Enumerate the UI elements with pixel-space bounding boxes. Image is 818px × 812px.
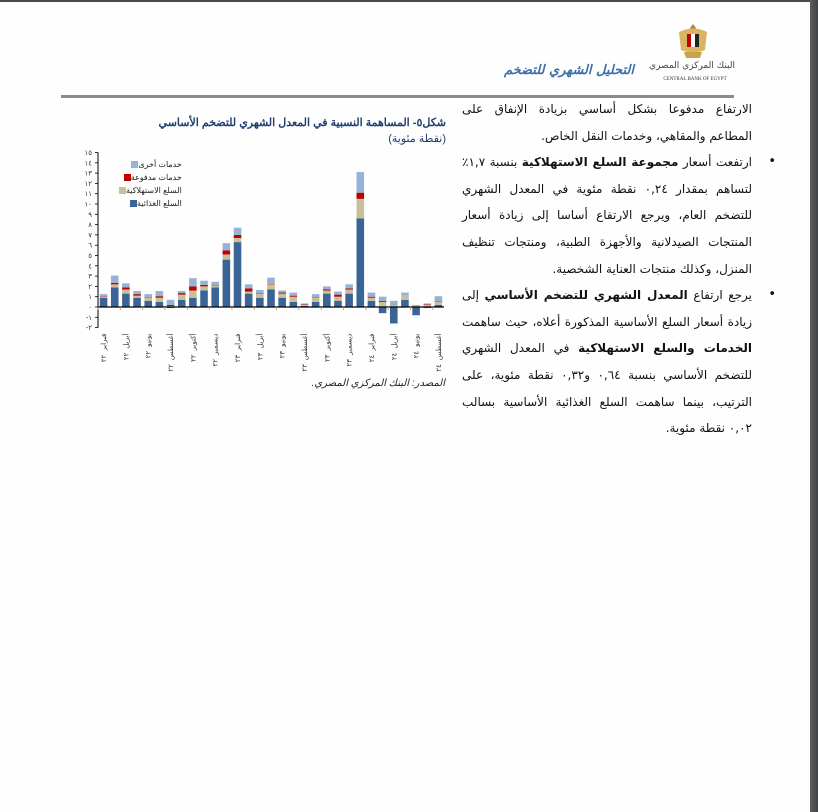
bar-segment: [301, 305, 309, 306]
x-tick-label-month: أكتوبر: [189, 333, 198, 351]
bar-segment: [144, 298, 152, 301]
y-tick-label: ١: [88, 293, 92, 302]
bar-segment: [278, 298, 286, 307]
bar-segment: [290, 302, 298, 307]
bar-segment: [345, 294, 353, 307]
bar-segment: [368, 301, 376, 307]
bar-segment: [100, 296, 108, 297]
bar-segment: [401, 296, 409, 300]
text-span: ارتفعت أسعار: [678, 155, 752, 170]
bar-segment: [356, 218, 364, 307]
bar-segment: [256, 298, 264, 307]
figure-unit: (نقطة مئوية): [388, 133, 446, 145]
bar-segment: [133, 294, 141, 296]
bar-segment: [345, 284, 353, 288]
bar-segment: [356, 172, 364, 193]
bar-segment: [312, 294, 320, 297]
bar-segment: [178, 295, 186, 300]
bar-segment: [390, 301, 398, 306]
bar-segment: [234, 238, 242, 242]
bullet-core-inflation: [462, 282, 752, 442]
report-title: التحليل الشهري للتضخم: [503, 63, 634, 78]
x-tick-label-month: فبراير: [367, 333, 376, 351]
bar-segment: [178, 291, 186, 293]
bar-segment: [111, 287, 119, 307]
bar-segment: [256, 294, 264, 298]
bar-segment: [245, 292, 253, 294]
bar-segment: [200, 285, 208, 287]
bar-segment: [223, 260, 231, 307]
bar-segment: [245, 284, 253, 288]
x-tick-label-month: ديسمبر: [211, 333, 220, 355]
bar-segment: [267, 284, 275, 285]
y-tick-label: ٣: [88, 272, 92, 281]
bar-segment: [256, 293, 264, 294]
legend-item-paid-services: [117, 171, 182, 184]
bar-segment: [122, 289, 130, 293]
x-tick-label-year: ٢٢: [189, 354, 198, 362]
legend-label: السلع الغذائية: [137, 198, 182, 208]
paragraph-continuation: الارتفاع مدفوعا بشكل أساسي بزيادة الإنفاق على المطاعم والمقاهي، وخدمات النقل الخاص.: [462, 102, 752, 143]
x-tick-label-year: ٢٢: [167, 364, 176, 372]
body-text: [462, 96, 752, 442]
bar-segment: [111, 276, 119, 283]
bar-segment: [267, 289, 275, 307]
y-tick-label: -١: [85, 313, 92, 322]
x-tick-label-month: يونيو: [278, 333, 287, 347]
x-tick-label-year: ٢٢: [144, 350, 153, 359]
legend-item-food: [117, 197, 182, 210]
y-tick-label: ٧: [88, 231, 92, 240]
bar-segment: [312, 297, 320, 298]
bar-segment: [435, 296, 443, 301]
legend-swatch: [119, 187, 126, 194]
bar-segment: [234, 228, 242, 235]
x-tick-label-year: ٢٣: [300, 364, 309, 372]
bar-segment: [223, 250, 231, 254]
bar-segment: [256, 290, 264, 293]
x-tick-label-year: ٢٣: [323, 354, 332, 362]
y-tick-label: ١٤: [84, 159, 92, 168]
x-tick-label-month: أغسطس: [434, 333, 443, 361]
bar-segment: [223, 254, 231, 259]
bar-segment: [323, 289, 331, 290]
bar-segment: [133, 291, 141, 294]
x-tick-label-month: فبراير: [100, 333, 109, 351]
y-tick-label: ٤: [88, 262, 92, 271]
x-tick-label-year: ٢٤: [412, 350, 421, 359]
bar-segment: [390, 307, 398, 323]
bar-segment: [189, 291, 197, 298]
x-tick-label-month: ديسمبر: [345, 333, 354, 355]
bar-segment: [100, 294, 108, 296]
bar-segment: [245, 294, 253, 307]
legend-label: خدمات مدفوعة: [130, 172, 182, 182]
bar-segment: [200, 291, 208, 307]
bar-segment: [435, 302, 443, 305]
bar-segment: [167, 300, 175, 305]
x-tick-label-year: ٢٣: [234, 354, 243, 363]
scrollbar-edge[interactable]: [810, 0, 818, 812]
bar-segment: [368, 297, 376, 298]
x-tick-label-year: ٢٤: [367, 354, 376, 363]
bar-segment: [323, 294, 331, 307]
x-tick-label-year: ٢٣: [278, 350, 287, 359]
bar-segment: [435, 301, 443, 302]
bold-span: المعدل الشهري للتضخم الأساسي: [484, 288, 688, 303]
bar-segment: [368, 298, 376, 301]
legend-swatch: [131, 161, 138, 168]
bar-segment: [211, 282, 219, 285]
logo-arabic-text: البنك المركزي المصري: [649, 61, 735, 71]
x-tick-label-month: أبريل: [122, 333, 131, 349]
x-tick-label-year: ٢٢: [122, 352, 131, 361]
bar-segment: [234, 235, 242, 238]
y-tick-label: ١٢: [84, 179, 92, 188]
bar-segment: [144, 297, 152, 298]
bar-segment: [423, 304, 431, 305]
chart-legend: [117, 158, 182, 210]
bar-segment: [401, 293, 409, 296]
y-tick-label: ١١: [84, 190, 92, 199]
bar-segment: [189, 298, 197, 307]
x-tick-label-month: أبريل: [390, 333, 399, 349]
bar-segment: [278, 293, 286, 294]
x-tick-label-year: ٢٢: [100, 354, 109, 363]
x-tick-label-year: ٢٢: [211, 358, 220, 367]
legend-swatch: [130, 200, 137, 207]
bar-segment: [200, 281, 208, 285]
bar-segment: [144, 301, 152, 307]
bar-segment: [133, 298, 141, 307]
text-span: بنسبة ١,٧٪ لتساهم بمقدار ٠,٢٤ نقطة مئوية في المعدل الشهري للتضخم العام، ويرجع الارتفاع أساسا إلى زيادة أسعار المنتجات الصيدلانية والأجهزة الطبية، ومنتجات تنظيف المنزل، وكذلك منتجات العناية الشخصية.: [462, 155, 753, 276]
y-tick-label: ٠: [88, 303, 92, 312]
bar-segment: [211, 287, 219, 307]
y-tick-label: ٦: [88, 241, 92, 250]
bar-segment: [100, 298, 108, 307]
x-tick-label-month: أغسطس: [300, 333, 309, 361]
bar-segment: [267, 284, 275, 289]
bar-segment: [234, 242, 242, 307]
y-tick-label: ٩: [88, 210, 92, 219]
bar-segment: [122, 283, 130, 287]
y-tick-label: ١٣: [84, 169, 92, 178]
bar-segment: [312, 302, 320, 307]
bar-segment: [189, 286, 197, 290]
text-span: يرجع ارتفاع: [687, 288, 753, 303]
bar-segment: [412, 305, 420, 306]
bar-segment: [211, 285, 219, 286]
x-tick-label-year: ٢٤: [390, 352, 399, 361]
bullet-consumer-goods: [462, 149, 752, 282]
bar-segment: [379, 301, 387, 302]
bar-segment: [412, 307, 420, 315]
window-top-border: [0, 0, 818, 2]
y-tick-label: -٢: [85, 324, 92, 333]
bar-segment: [111, 283, 119, 285]
bar-segment: [334, 297, 342, 301]
bar-segment: [312, 298, 320, 302]
bar-segment: [122, 287, 130, 289]
x-tick-label-year: ٢٤: [434, 364, 443, 372]
bar-segment: [290, 293, 298, 296]
x-tick-label-month: أكتوبر: [323, 333, 332, 351]
bar-segment: [334, 295, 342, 297]
bar-segment: [379, 302, 387, 307]
bar-segment: [189, 278, 197, 286]
x-tick-label-year: ٢٣: [345, 358, 354, 367]
bold-span: مجموعة السلع الاستهلاكية: [521, 155, 679, 170]
bar-segment: [144, 294, 152, 297]
legend-label: السلع الاستهلاكية: [126, 185, 182, 195]
bar-segment: [223, 243, 231, 250]
bar-segment: [122, 294, 130, 307]
bar-segment: [379, 297, 387, 301]
bar-segment: [178, 293, 186, 295]
bar-segment: [334, 292, 342, 295]
y-tick-label: ٥: [88, 252, 92, 260]
bar-segment: [323, 291, 331, 294]
y-tick-label: ١٥: [84, 149, 92, 157]
x-tick-label-month: يونيو: [412, 333, 421, 347]
cbe-eagle-logo-icon: [673, 22, 713, 60]
text-span: إلى زيادة أسعار السلع الأساسية المذكورة أعلاه، حيث ساهمت: [462, 288, 752, 329]
bar-segment: [356, 199, 364, 219]
x-tick-label-month: يونيو: [144, 333, 153, 347]
bar-segment: [345, 288, 353, 289]
bar-segment: [178, 300, 186, 307]
bar-segment: [290, 296, 298, 297]
bar-segment: [245, 288, 253, 291]
x-tick-label-month: أغسطس: [167, 333, 176, 361]
bar-segment: [267, 278, 275, 284]
legend-item-other-services: [117, 158, 182, 171]
bar-segment: [211, 285, 219, 287]
bar-segment: [200, 286, 208, 290]
y-tick-label: ٨: [88, 221, 92, 230]
figure-title: شكل٥- المساهمة النسبية في المعدل الشهري للتضخم الأساسي: [158, 117, 446, 129]
bar-segment: [100, 297, 108, 298]
bar-segment: [345, 289, 353, 293]
bar-segment: [278, 291, 286, 293]
bar-segment: [368, 293, 376, 297]
bar-segment: [301, 303, 309, 304]
bar-segment: [156, 296, 164, 298]
bar-segment: [356, 193, 364, 199]
x-tick-label-month: فبراير: [234, 333, 243, 351]
bar-segment: [423, 303, 431, 304]
y-tick-label: ٢: [88, 282, 92, 291]
bar-segment: [156, 302, 164, 307]
bar-segment: [278, 294, 286, 298]
bar-segment: [379, 307, 387, 313]
legend-swatch: [124, 174, 131, 181]
logo-english-text: CENTRAL BANK OF EGYPT: [663, 77, 727, 82]
bar-segment: [156, 298, 164, 302]
bar-segment: [401, 300, 409, 307]
bar-segment: [334, 301, 342, 307]
bold-span: الخدمات والسلع الاستهلاكية: [578, 341, 752, 356]
x-tick-label-year: ٢٣: [256, 352, 265, 361]
bar-segment: [156, 291, 164, 296]
legend-item-consumer-goods: [117, 184, 182, 197]
figure-source: المصدر: البنك المركزي المصري.: [311, 378, 445, 389]
bar-segment: [133, 296, 141, 298]
bar-segment: [167, 305, 175, 306]
x-tick-label-month: أبريل: [256, 333, 265, 349]
legend-label: خدمات أخرى: [138, 159, 182, 169]
text-span: في المعدل الشهري للتضخم الأساسي بنسبة ٠,٦٤ و٠,٣٢ نقطة مئوية، على الترتيب، بينما ساهمت السلع الغذائية الأساسية بسالب ٠,٠٢ نقطة مئوية.: [462, 341, 753, 436]
bar-segment: [111, 284, 119, 287]
bar-segment: [290, 297, 298, 302]
bar-segment: [301, 304, 309, 305]
bar-segment: [323, 286, 331, 289]
y-tick-label: ١٠: [84, 200, 92, 209]
